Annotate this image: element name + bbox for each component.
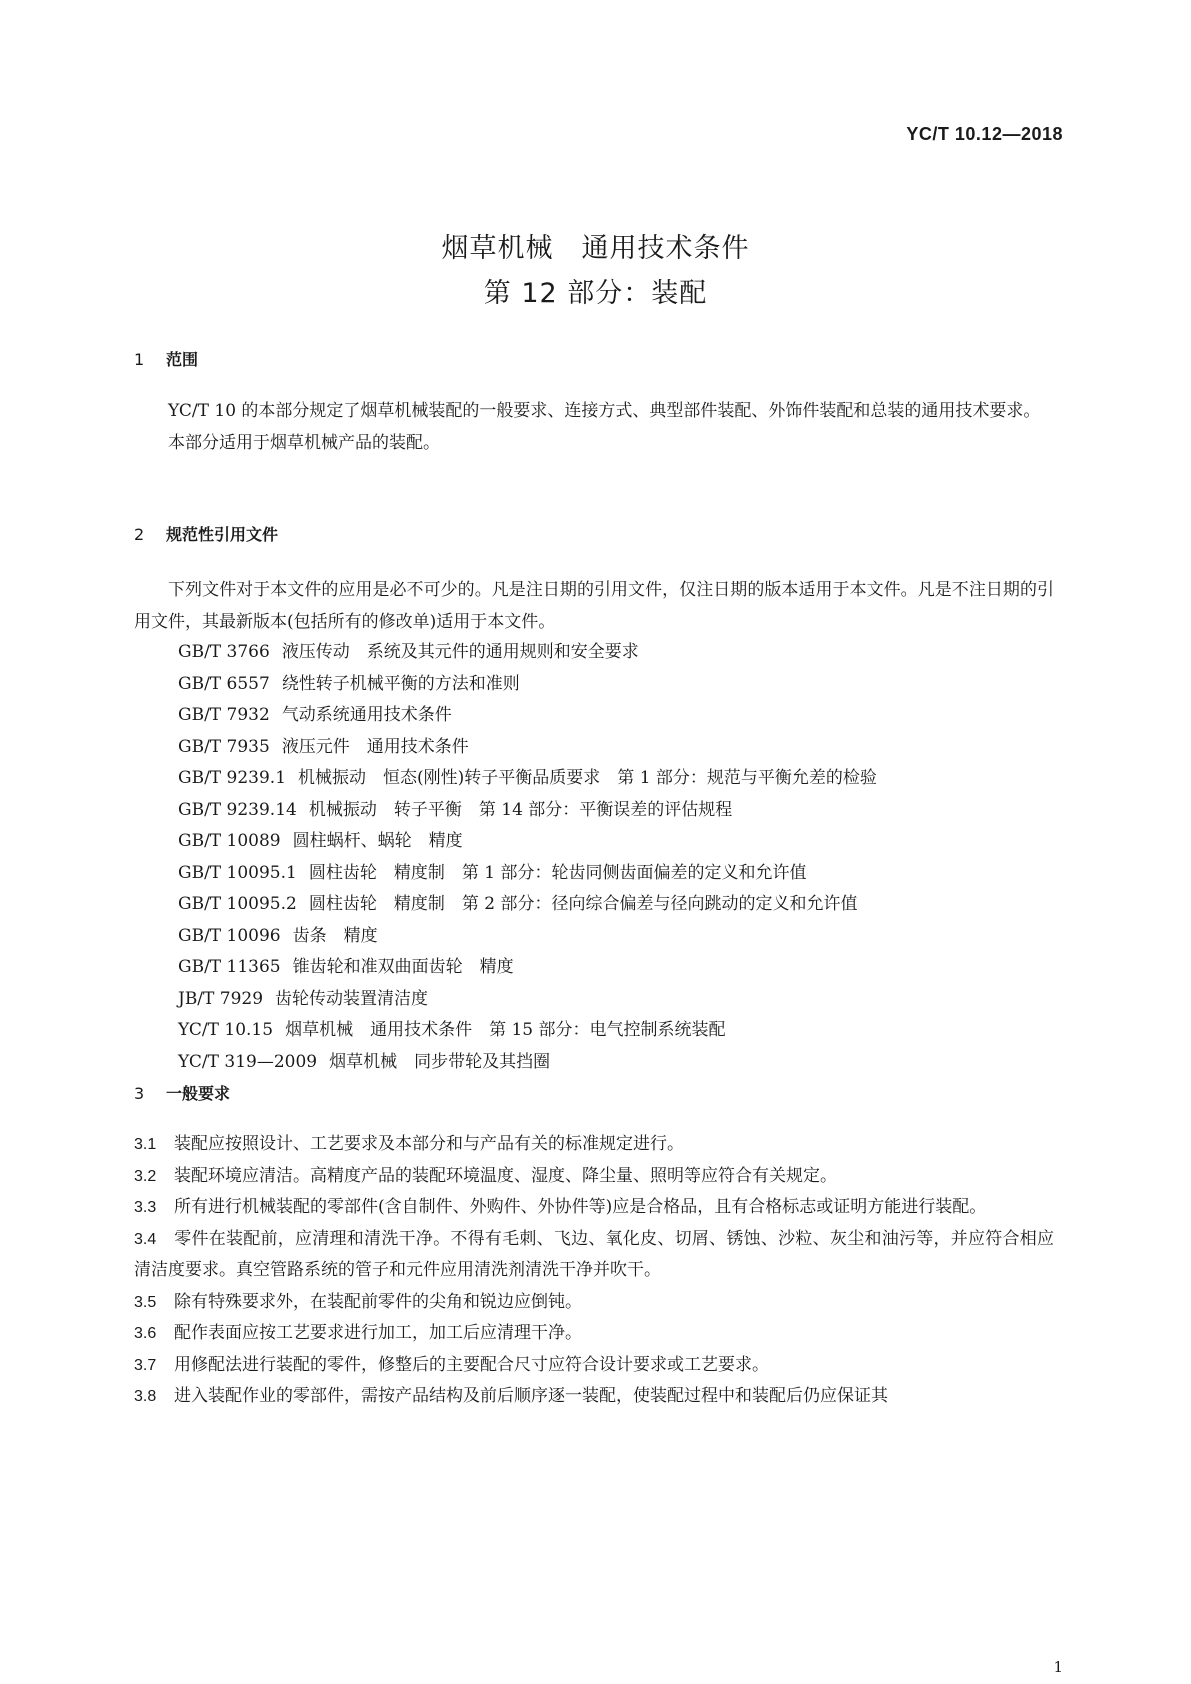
section-title: 一般要求 <box>166 1084 231 1103</box>
clause-text: 装配环境应清洁。高精度产品的装配环境温度、湿度、降尘量、照明等应符合有关规定。 <box>174 1165 837 1186</box>
reference-list <box>134 637 1054 1078</box>
reference-title: 齿条 精度 <box>292 925 378 946</box>
section-number: 3 <box>134 1084 145 1103</box>
reference-code: JB/T 7929 <box>178 988 264 1009</box>
reference-title: 绕性转子机械平衡的方法和准则 <box>281 673 520 694</box>
document-title: 烟草机械 通用技术条件 <box>441 233 750 264</box>
section-heading-general-requirements <box>134 1081 230 1104</box>
clause-number: 3.7 <box>134 1356 157 1374</box>
reference-title: 气动系统通用技术条件 <box>281 705 452 725</box>
reference-code: GB/T 10095.1 <box>178 862 297 883</box>
reference-item <box>134 858 1054 890</box>
reference-item <box>134 1015 1054 1047</box>
clause <box>134 1161 1054 1193</box>
section-title: 范围 <box>166 350 199 369</box>
paragraph: YC/T 10 的本部分规定了烟草机械装配的一般要求、连接方式、典型部件装配、外饰件装配和总装的通用技术要求。 <box>168 401 1041 421</box>
clause-number: 3.3 <box>134 1199 157 1216</box>
reference-title: 液压元件 通用技术条件 <box>281 736 469 757</box>
reference-item <box>134 826 1054 858</box>
reference-title: 圆柱齿轮 精度制 第 2 部分：径向综合偏差与径向跳动的定义和允许值 <box>308 894 858 914</box>
clause <box>134 1318 1054 1350</box>
clause <box>134 1287 1054 1319</box>
page-number: 1 <box>1053 1658 1063 1676</box>
clause-text: 进入装配作业的零部件，需按产品结构及前后顺序逐一装配，使装配过程中和装配后仍应保证其 <box>174 1386 888 1406</box>
clause-number: 3.5 <box>134 1293 157 1311</box>
reference-code: GB/T 10095.2 <box>178 894 297 914</box>
reference-code: GB/T 11365 <box>178 957 281 977</box>
clause-number: 3.1 <box>134 1136 157 1153</box>
reference-title: 圆柱蜗杆、蜗轮 精度 <box>292 831 463 851</box>
section-title: 规范性引用文件 <box>166 525 279 544</box>
clause <box>134 1350 1054 1382</box>
clause-text: 零件在装配前，应清理和清洗干净。不得有毛刺、飞边、氧化皮、切屑、锈蚀、沙粒、灰尘和油污等，并应符合相应清洁度要求。真空管路系统的管子和元件应用清洗剂清洗干净并吹干。 <box>134 1228 1054 1280</box>
reference-title: 锥齿轮和准双曲面齿轮 精度 <box>292 957 514 977</box>
reference-item <box>134 763 1054 795</box>
clause-number: 3.6 <box>134 1325 157 1342</box>
reference-item <box>134 637 1054 669</box>
section-number: 1 <box>134 350 145 369</box>
scope-paragraphs <box>134 396 1054 459</box>
reference-code: GB/T 3766 <box>178 642 270 662</box>
section-number: 2 <box>134 525 145 544</box>
reference-item <box>134 921 1054 953</box>
reference-title: 机械振动 转子平衡 第 14 部分：平衡误差的评估规程 <box>308 799 733 820</box>
reference-code: YC/T 10.15 <box>178 1020 274 1040</box>
paragraph: 本部分适用于烟草机械产品的装配。 <box>168 432 440 453</box>
reference-code: GB/T 9239.1 <box>178 768 287 788</box>
clause-text: 装配应按照设计、工艺要求及本部分和与产品有关的标准规定进行。 <box>174 1134 684 1154</box>
clause-text: 配作表面应按工艺要求进行加工，加工后应清理干净。 <box>174 1323 582 1343</box>
clause-number: 3.2 <box>134 1167 157 1185</box>
reference-title: 圆柱齿轮 精度制 第 1 部分：轮齿同侧齿面偏差的定义和允许值 <box>308 862 807 883</box>
clause-number: 3.4 <box>134 1230 157 1248</box>
clause-list <box>134 1129 1054 1413</box>
document-subtitle: 第 12 部分：装配 <box>483 278 708 309</box>
reference-item <box>134 700 1054 732</box>
reference-title: 齿轮传动装置清洁度 <box>275 988 429 1009</box>
reference-code: GB/T 7935 <box>178 736 270 757</box>
section-heading-normative-references <box>134 522 278 545</box>
reference-code: GB/T 9239.14 <box>178 799 297 820</box>
clause-text: 所有进行机械装配的零部件(含自制件、外购件、外协件等)应是合格品，且有合格标志或证明方能进行装配。 <box>174 1197 987 1217</box>
clause <box>134 1224 1054 1287</box>
document-code: YC/T 10.12—2018 <box>906 124 1063 144</box>
reference-code: GB/T 6557 <box>178 673 270 694</box>
clause-number: 3.8 <box>134 1388 157 1405</box>
reference-title: 液压传动 系统及其元件的通用规则和安全要求 <box>281 642 639 662</box>
reference-title: 烟草机械 同步带轮及其挡圈 <box>329 1051 551 1072</box>
reference-item <box>134 1047 1054 1079</box>
reference-item <box>134 795 1054 827</box>
clause-text: 用修配法进行装配的零件，修整后的主要配合尺寸应符合设计要求或工艺要求。 <box>174 1354 769 1375</box>
reference-code: YC/T 319—2009 <box>178 1051 318 1072</box>
references-intro: 下列文件对于本文件的应用是必不可少的。凡是注日期的引用文件，仅注日期的版本适用于本文件。凡是不注日期的引用文件，其最新版本(包括所有的修改单)适用于本文件。 <box>134 580 1054 632</box>
reference-code: GB/T 10096 <box>178 925 281 946</box>
clause-text: 除有特殊要求外，在装配前零件的尖角和锐边应倒钝。 <box>174 1291 582 1312</box>
clause <box>134 1129 1054 1161</box>
reference-item <box>134 732 1054 764</box>
reference-item <box>134 669 1054 701</box>
reference-title: 机械振动 恒态(刚性)转子平衡品质要求 第 1 部分：规范与平衡允差的检验 <box>298 768 877 788</box>
reference-item <box>134 984 1054 1016</box>
reference-code: GB/T 7932 <box>178 705 270 725</box>
clause <box>134 1192 1054 1224</box>
reference-item <box>134 889 1054 921</box>
section-heading-scope <box>134 347 198 370</box>
reference-item <box>134 952 1054 984</box>
clause <box>134 1381 1054 1413</box>
reference-code: GB/T 10089 <box>178 831 281 851</box>
reference-title: 烟草机械 通用技术条件 第 15 部分：电气控制系统装配 <box>285 1020 726 1040</box>
